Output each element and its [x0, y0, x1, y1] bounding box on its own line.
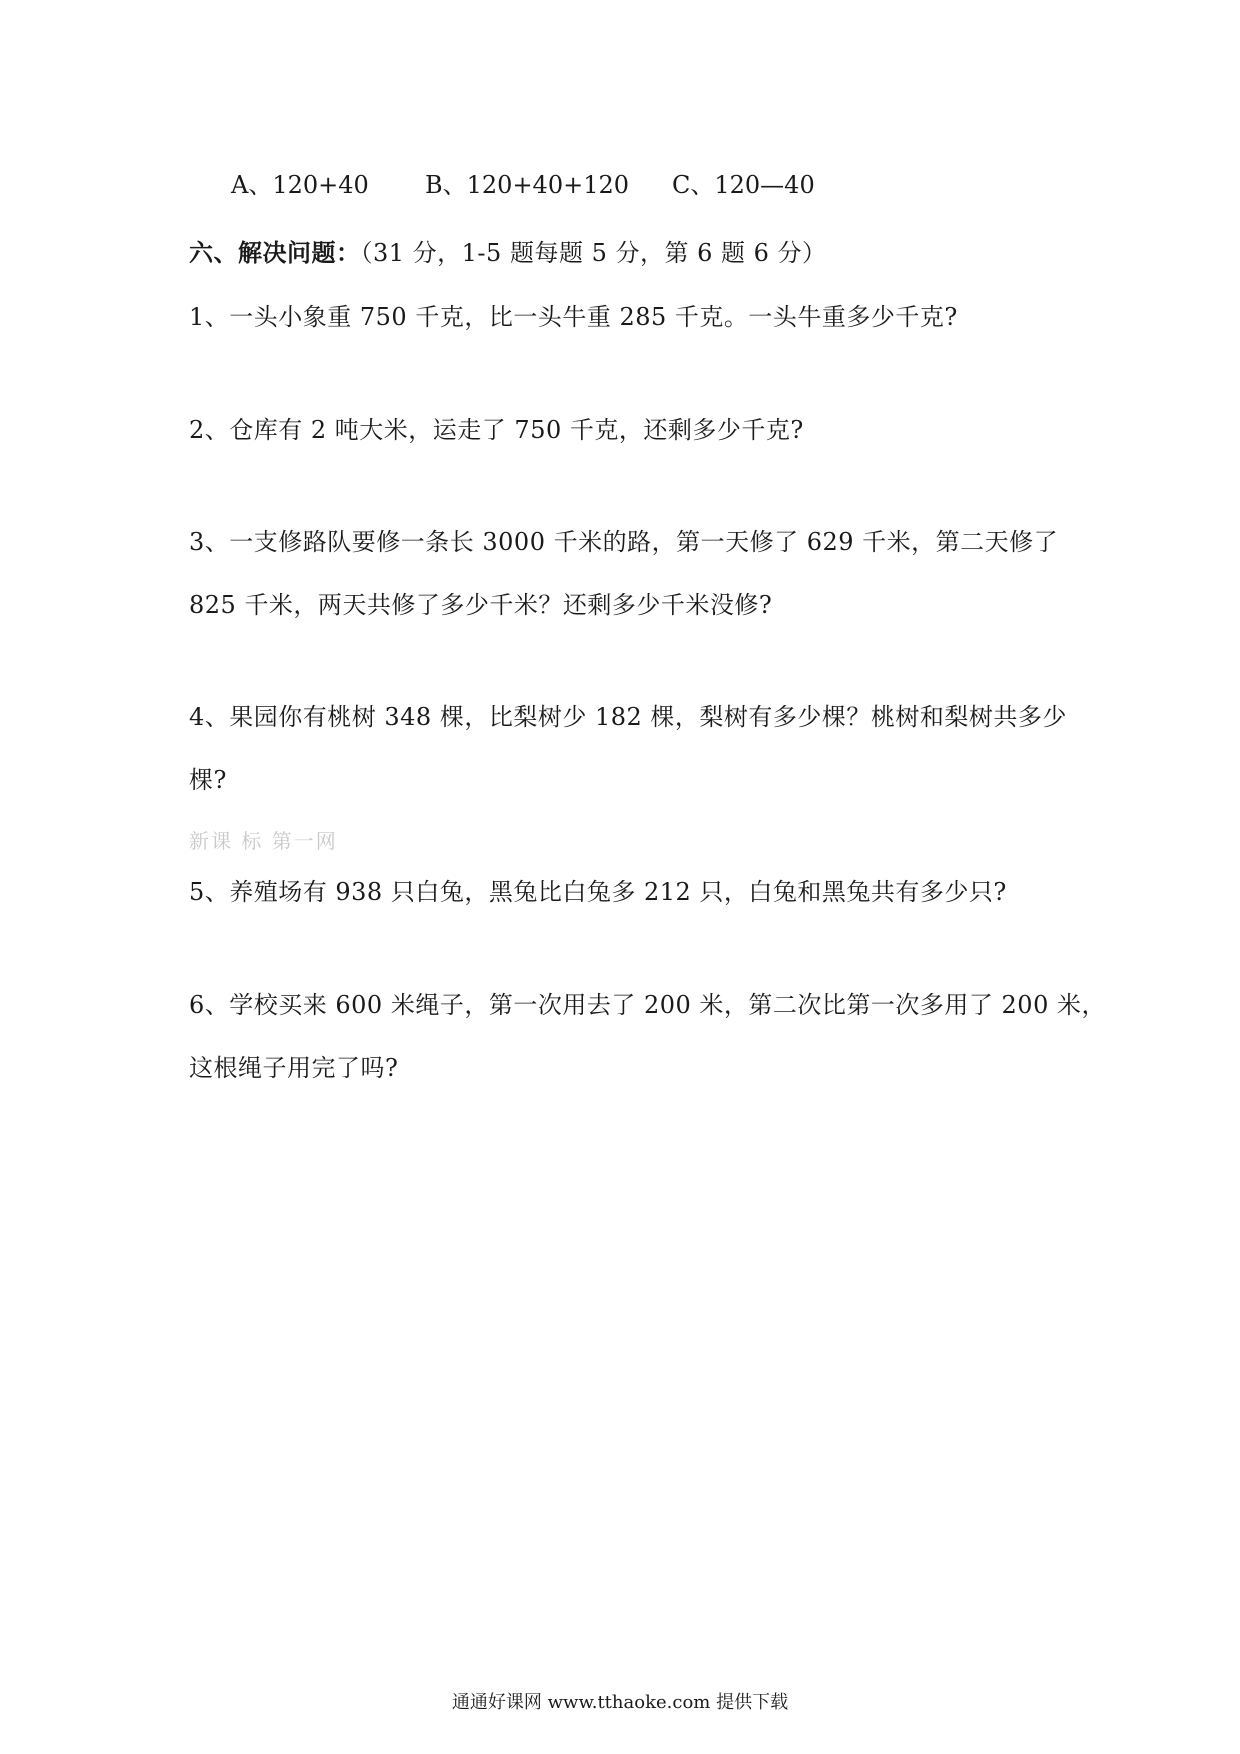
problem-6-line-1: 6、学校买来 600 米绳子，第一次用去了 200 米，第二次比第一次多用了 200 米， [189, 991, 1106, 1019]
option-a: A、120+40 [231, 171, 369, 199]
problem-6-line-2: 这根绳子用完了吗? [189, 1054, 399, 1082]
option-b: B、120+40+120 [425, 171, 630, 199]
section-title: 六、解决问题： [189, 238, 361, 267]
watermark-text: 新课 标 第一网 [189, 829, 338, 853]
option-c: C、120—40 [672, 171, 815, 199]
problem-5: 5、养殖场有 938 只白兔，黑兔比白兔多 212 只，白兔和黑兔共有多少只? [189, 878, 1007, 906]
problem-1: 1、一头小象重 750 千克，比一头牛重 285 千克。一头牛重多少千克? [189, 303, 958, 331]
problem-2: 2、仓库有 2 吨大米，运走了 750 千克，还剩多少千克? [189, 416, 804, 444]
problem-4-line-2: 棵? [189, 766, 227, 794]
section-heading [189, 237, 827, 269]
problem-3-line-1: 3、一支修路队要修一条长 3000 千米的路，第一天修了 629 千米，第二天修了 [189, 528, 1059, 556]
section-note: （31 分，1-5 题每题 5 分，第 6 题 6 分） [360, 239, 827, 267]
problem-4-line-1: 4、果园你有桃树 348 棵，比梨树少 182 棵，梨树有多少棵？桃树和梨树共多少 [189, 703, 1067, 731]
page-footer: 通通好课网 www.tthaoke.com 提供下载 [451, 1692, 789, 1713]
problem-3-line-2: 825 千米，两天共修了多少千米？还剩多少千米没修? [189, 591, 773, 619]
